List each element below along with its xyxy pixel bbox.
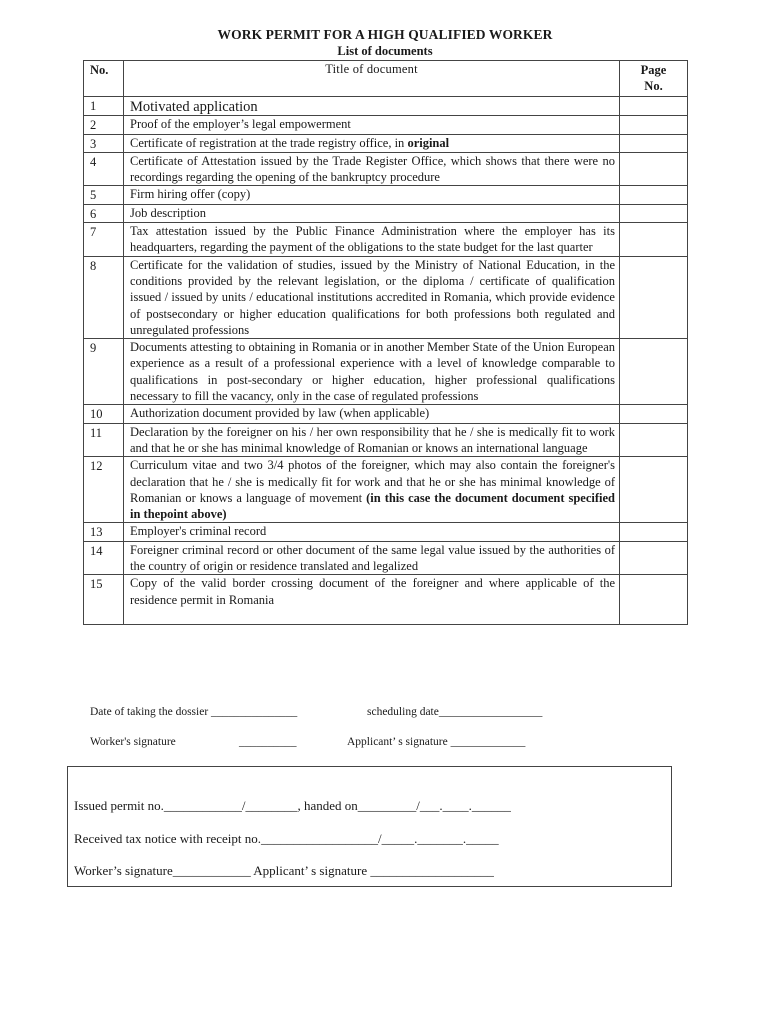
row-text: Motivated application (130, 99, 258, 115)
permit-issuance-box (67, 766, 672, 887)
row-document-title (124, 186, 620, 204)
row-number: 6 (84, 204, 124, 222)
applicant-signature: Applicant’ s signature _____________ (347, 736, 526, 748)
table-row (84, 256, 688, 338)
row-text-bold: original (407, 135, 450, 150)
worker-signature-line: __________ (239, 736, 297, 748)
row-number: 1 (84, 97, 124, 116)
row-number: 8 (84, 256, 124, 338)
row-text: Certificate for the validation of studies, issued by the Ministry of National Education, in the conditions provided by the relevant legislation, or the diploma / certificate of qualification issued / issued by units / educational institutions accredited in Romania, which provide evidence of postsecondary or higher education qualifications for both professions both regulated and unregulated professions (130, 257, 615, 337)
row-text: Employer's criminal record (130, 524, 267, 539)
row-text: Certificate of registration at the trade registry office, in (130, 135, 408, 150)
row-number: 15 (84, 575, 124, 625)
row-text: Firm hiring offer (copy) (130, 187, 251, 202)
table-row (84, 541, 688, 575)
worker-signature-label: Worker's signature (90, 736, 176, 748)
document-title: WORK PERMIT FOR A HIGH QUALIFIED WORKER (217, 27, 553, 42)
column-header-no: No. (84, 61, 124, 97)
row-number: 5 (84, 186, 124, 204)
row-document-title (124, 423, 620, 457)
row-page-number (620, 204, 688, 222)
row-document-title (124, 152, 620, 186)
issued-permit-line: Issued permit no.____________/________, handed on_________/___.____.______ (74, 798, 511, 813)
row-text: Declaration by the foreigner on his / her own responsibility that he / she is medically fit to work and that he or she has minimal knowledge of Romanian or knows an international language (130, 424, 615, 455)
table-row (84, 134, 688, 152)
tax-notice-line: Received tax notice with receipt no.__________________/_____._______._____ (74, 831, 499, 846)
table-row (84, 523, 688, 541)
row-page-number (620, 405, 688, 423)
table-row (84, 457, 688, 523)
row-text: Tax attestation issued by the Public Finance Administration where the employer has its headquarters, regarding the payment of the obligations to the state budget for the last quarter (130, 224, 615, 255)
row-page-number (620, 223, 688, 257)
row-text: Authorization document provided by law (when applicable) (130, 406, 430, 421)
row-text-bold: (in this case the document document specified in thepoint above) (130, 490, 615, 522)
table-row (84, 223, 688, 257)
scheduling-date: scheduling date__________________ (367, 706, 543, 718)
row-number: 3 (84, 134, 124, 152)
row-text: Proof of the employer’s legal empowerment (130, 117, 351, 132)
row-document-title (124, 204, 620, 222)
row-number: 7 (84, 223, 124, 257)
row-page-number (620, 423, 688, 457)
row-number: 4 (84, 152, 124, 186)
box-signatures-line: Worker’s signature____________ Applicant’ s signature ___________________ (74, 863, 494, 878)
documents-table (83, 60, 688, 625)
table-row (84, 186, 688, 204)
column-header-page-line1: Page (640, 63, 667, 77)
column-header-page (620, 61, 688, 97)
row-page-number (620, 186, 688, 204)
row-document-title (124, 405, 620, 423)
row-number: 9 (84, 339, 124, 405)
row-number: 10 (84, 405, 124, 423)
row-page-number (620, 256, 688, 338)
table-header-row (84, 61, 688, 97)
row-text: Curriculum vitae and two 3/4 photos of the foreigner, which may also contain the foreigner's declaration that he / she is medically fit for work and that he or she has minimal knowledge of Romanian or knows a language of movement (130, 458, 615, 505)
row-number: 11 (84, 423, 124, 457)
row-document-title (124, 523, 620, 541)
row-document-title (124, 134, 620, 152)
row-page-number (620, 134, 688, 152)
row-text: Copy of the valid border crossing document of the foreigner and where applicable of the residence permit in Romania (130, 576, 615, 607)
row-page-number (620, 541, 688, 575)
row-number: 12 (84, 457, 124, 523)
row-page-number (620, 152, 688, 186)
row-document-title (124, 97, 620, 116)
row-number: 14 (84, 541, 124, 575)
row-document-title (124, 457, 620, 523)
row-page-number (620, 116, 688, 134)
row-document-title (124, 116, 620, 134)
row-text: Certificate of Attestation issued by the Trade Register Office, which shows that there were no recordings regarding the opening of the bankruptcy procedure (130, 153, 615, 185)
row-text: Job description (130, 205, 207, 220)
table-row (84, 152, 688, 186)
row-document-title (124, 256, 620, 338)
document-subtitle: List of documents (337, 44, 433, 58)
row-text: Foreigner criminal record or other document of the same legal value issued by the authorities of the country of origin or residence translated and legalized (130, 542, 615, 574)
table-row (84, 575, 688, 625)
row-page-number (620, 339, 688, 405)
row-text: Documents attesting to obtaining in Romania or in another Member State of the Union European experience as a result of a professional experience with a level of knowledge comparable to qualifications in post-secondary or higher education, higher professional qualifications necessary to fill the vacancy, only in the case of regulated professions (130, 340, 615, 404)
row-number: 2 (84, 116, 124, 134)
row-page-number (620, 575, 688, 625)
row-document-title (124, 223, 620, 257)
table-row (84, 97, 688, 116)
row-page-number (620, 523, 688, 541)
row-document-title (124, 541, 620, 575)
row-document-title (124, 575, 620, 625)
table-row (84, 339, 688, 405)
row-document-title (124, 339, 620, 405)
date-taking-dossier: Date of taking the dossier _______________ (90, 706, 298, 718)
row-page-number (620, 97, 688, 116)
table-row (84, 116, 688, 134)
column-header-page-line2: No. (644, 79, 663, 94)
row-number: 13 (84, 523, 124, 541)
column-header-title: Title of document (124, 61, 620, 97)
table-row (84, 423, 688, 457)
row-page-number (620, 457, 688, 523)
table-row (84, 405, 688, 423)
table-row (84, 204, 688, 222)
